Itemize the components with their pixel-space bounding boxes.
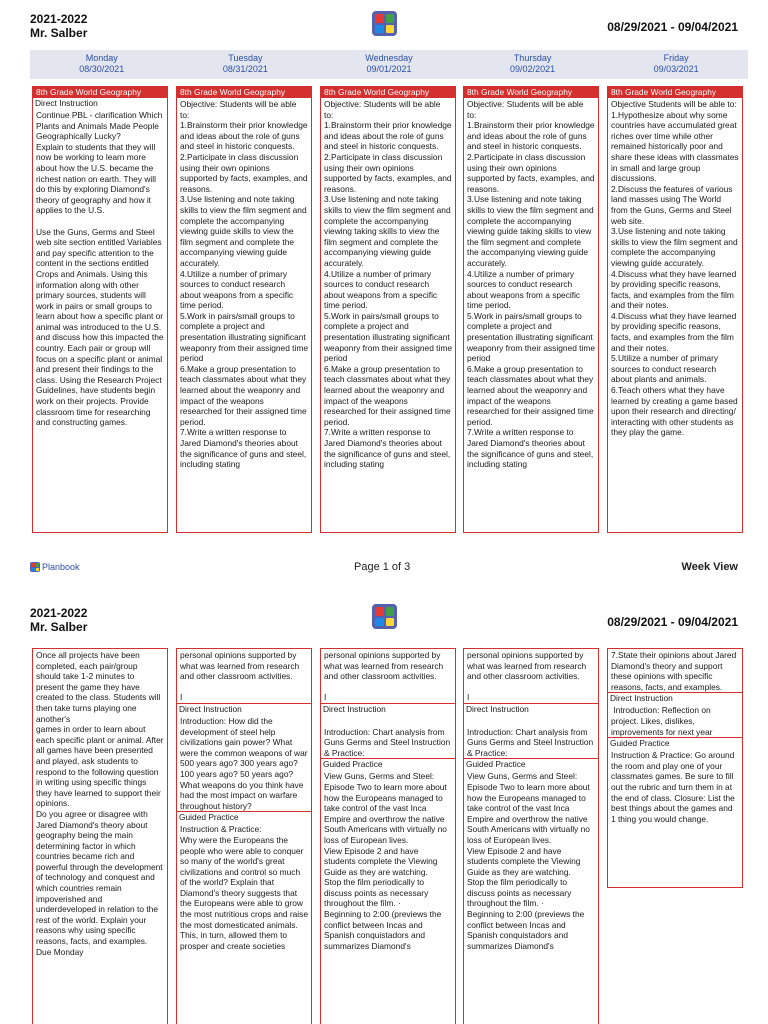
section-guided-practice: Guided Practice: [177, 811, 311, 823]
lesson-text: Instruction & Practice: Why were the Europeans the people who were able to conquer so many of the world's great civilizations and control so much of the world? Explain that Diamond's theory suggests that the Europeans were able to grow the most nutritious crops and raise the most domesticated animals. This, in turn, allowed them to prosper and create societies: [180, 824, 309, 951]
page-footer: [0, 560, 768, 580]
course-label: 8th Grade World Geography: [464, 87, 598, 98]
planbook-mini-icon: [30, 562, 40, 572]
lesson-text: Introduction: Chart analysis from Guns Germs and Steel Instruction & Practice:: [467, 726, 594, 758]
lesson-tuesday-cont[interactable]: [176, 648, 312, 1024]
planbook-logo-icon: [372, 604, 397, 629]
section-guided-practice: Guided Practice: [608, 737, 742, 749]
lesson-wednesday[interactable]: [320, 86, 456, 533]
lesson-text: Objective: Students will be able to: 1.Brainstorm their prior knowledge and ideas about the role of guns and steel in historic conquests. 2.Participate in class discussion using their own opinions supported by facts, examples, and reasons. 3.Use listening and note taking skills to view the film segment and complete the accompanying viewing taking skills to view the film segment and complete the accompanying viewing guide accurately. 4.Utilize a number of primary sources to conduct research about weapons from a specific time period. 5.Work in pairs/small groups to complete a project and presentation illustrating significant weaponry from their assigned time period 6.Make a group presentation to teach classmates about what they learned about the weaponry and impact of the weapons researched for their assigned time period. 7.Write a written response to Jared Diamond's theories about the significance of guns and steel, including stating: [324, 99, 453, 470]
lesson-wednesday-cont[interactable]: [320, 648, 456, 1024]
lesson-thursday-cont[interactable]: [463, 648, 599, 1024]
lesson-text: personal opinions supported by what was learned from research and other classroom activities. I: [180, 650, 300, 703]
planbook-brand[interactable]: [30, 562, 80, 572]
lesson-thursday[interactable]: [463, 86, 599, 533]
section-direct-instruction: Direct Instruction: [321, 703, 455, 715]
lesson-text: View Guns, Germs and Steel: Episode Two to learn more about how the Europeans managed to take control of the vast Inca Empire and overthrow the native South Americans with virtually no loss of European lives. View Episode 2 and have students complete the Viewing Guide as they are watching. Stop the film periodically to discuss points as necessary throughout the film. · Beginning to 2:00 (previews the conflict between Incas and Spanish conquistadors and summarizes Diamond's: [324, 771, 447, 951]
planbook-brand-label: Planbook: [42, 562, 80, 572]
lesson-text: Instruction & Practice: Go around the room and play one of your classmates games. Be sure to fill out the rubric and turn them in at the end of class. Closure: List the best things about the games and 1 thing you would change.: [611, 750, 738, 824]
section-guided-practice: Guided Practice: [464, 758, 598, 770]
course-label: 8th Grade World Geography: [321, 87, 455, 98]
lesson-text: Introduction: How did the development of steel help civilizations gain power? What were the common weapons of war 500 years ago? 300 years ago? 100 years ago? 50 years ago? What weapons do you think have had the most impact on warfare throughout history?: [180, 715, 310, 811]
lesson-monday[interactable]: [32, 86, 168, 533]
lesson-text: View Guns, Germs and Steel: Episode Two to learn more about how the Europeans managed to take control of the vast Inca Empire and overthrow the native South Americans with virtually no loss of European lives. View Episode 2 and have students complete the Viewing Guide as they are watching. Stop the film periodically to discuss points as necessary throughout the film. · Beginning to 2:00 (previews the conflict between Incas and Spanish conquistadors and summarizes Diamond's: [467, 771, 590, 951]
day-header-row: [30, 50, 748, 79]
course-label: 8th Grade World Geography: [608, 87, 742, 98]
page-1-header: [0, 0, 768, 50]
date-range: 08/29/2021 - 09/04/2021: [607, 20, 738, 34]
lesson-text: Continue PBL - clarification Which Plants and Animals Made People Geographically Lucky? Explain to students that they will now be working to learn more about how the U.S. became the richest nation on earth. They will do this by exploring Diamond's theory of geography and how it applies to the U.S. Use the Guns, Germs and Steel web site section entitled Variables and pay specific attention to the content in the sections entitled Crops and Animals. Using this information along with other primary sources, students will work in pairs or small groups to learn about how a specific plant or animal was introduced to the U.S. and discuss how this impacted the country. Each pair or group will focus on a specific plant or animal and present their findings to the class. Using the Research Project Guidelines, have students begin work on their projects. Provide classroom time for researching and constructing games.: [36, 110, 164, 428]
section-direct-instruction: Direct Instruction: [608, 692, 742, 704]
course-label: 8th Grade World Geography: [33, 87, 167, 98]
section-direct-instruction: Direct Instruction: [177, 703, 311, 715]
lesson-monday-cont[interactable]: [32, 648, 168, 1024]
planbook-logo-icon: [372, 11, 397, 36]
header-info: [30, 606, 87, 634]
lesson-friday[interactable]: [607, 86, 743, 533]
header-info: [30, 12, 87, 40]
page-number: Page 1 of 3: [354, 561, 411, 573]
lesson-text: Introduction: Chart analysis from Guns Germs and Steel Instruction & Practice:: [324, 726, 451, 758]
lesson-text: personal opinions supported by what was learned from research and other classroom activities. I: [324, 650, 444, 703]
day-wednesday: Wednesday 09/01/2021: [365, 53, 413, 74]
teacher-name: Mr. Salber: [30, 26, 88, 40]
lesson-text: Objective Students will be able to: 1.Hypothesize about why some countries have accumulated great riches over time while other remained historically poor and share these ideas with classmates in small and large group discussions. 2.Discuss the features of various land masses using The World from the Guns, Germs and Steel web site. 3.Use listening and note taking skills to view the film segment and complete the accompanying viewing guide accurately. 4.Discuss what they have learned by providing specific reasons, facts, and examples from the film and their notes. 4.Discuss what they have learned by providing specific reasons, facts, and examples from the film and their notes. 5.Utilize a number of primary sources to conduct research about plants and animals. 6.Teach others what they have learned by creating a game based upon their research and directing/ interacting with other students as they play the game.: [611, 99, 739, 438]
week-view-label: Week View: [681, 561, 738, 573]
day-monday: Monday 08/30/2021: [79, 53, 125, 74]
day-tuesday: Tuesday 08/31/2021: [222, 53, 268, 74]
course-label: 8th Grade World Geography: [177, 87, 311, 98]
lesson-text: Once all projects have been completed, each pair/group should take 1-2 minutes to present the game they have created to the class. Students will then take turns playing one another's games in order to learn about each specific plant or animal. After all games have been presented and played, ask students to respond to the following question in writing using specific things they have learned to support their opinions. Do you agree or disagree with Jared Diamond's theory about geography being the main determining factor in which countries became rich and powerful through the development of technology and conquest and which countries remain impoverished and underdeveloped in relation to the rest of the world. Explain your reasons why using specific reasons, facts, and examples. Due Monday: [36, 650, 164, 957]
lesson-friday-cont[interactable]: [607, 648, 743, 888]
day-friday: Friday 09/03/2021: [653, 53, 699, 74]
school-year: 2021-2022: [30, 12, 88, 26]
lesson-text: Objective: Students will be able to: 1.Brainstorm their prior knowledge and ideas about the role of guns and steel in historic conquests. 2.Participate in class discussion using their own opinions supported by facts, examples, and reasons. 3.Use listening and note taking skills to view the film segment and complete the accompanying viewing guide skills to view the film segment and complete the accompanying viewing guide accurately. 4.Utilize a number of primary sources to conduct research about weapons from a specific time period. 5.Work in pairs/small groups to complete a project and presentation illustrating significant weaponry from their assigned time period 6.Make a group presentation to teach classmates about what they learned about the weaponry and impact of the weapons researched for their assigned time period. 7.Write a written response to Jared Diamond's theories about the significance of guns and steel, including stating: [180, 99, 309, 470]
lesson-text: 7.State their opinions about Jared Diamond's theory and support these opinions with specific reasons, facts, and examples.: [611, 650, 739, 692]
lesson-tuesday[interactable]: [176, 86, 312, 533]
page-2-header: [0, 598, 768, 648]
date-range: 08/29/2021 - 09/04/2021: [607, 615, 738, 629]
lesson-text: Introduction: Reflection on project. Likes, dislikes, improvements for next year: [611, 705, 713, 737]
day-thursday: Thursday 09/02/2021: [510, 53, 556, 74]
lesson-text: personal opinions supported by what was learned from research and other classroom activities. I: [467, 650, 587, 703]
teacher-name: Mr. Salber: [30, 620, 88, 634]
section-guided-practice: Guided Practice: [321, 758, 455, 770]
section-direct-instruction: Direct Instruction: [464, 703, 598, 715]
section-title: Direct Instruction: [35, 98, 98, 108]
school-year: 2021-2022: [30, 606, 88, 620]
lesson-text: Objective: Students will be able to: 1.Brainstorm their prior knowledge and ideas about the role of guns and steel in historic conquests. 2.Participate in class discussion using their own opinions supported by facts, examples, and reasons. 3.Use listening and note taking skills to view the film segment and complete the accompanying viewing guide taking skills to view the film segment and complete the accompanying viewing guide accurately. 4.Utilize a number of primary sources to conduct research about weapons from a specific time period. 5.Work in pairs/small groups to complete a project and presentation illustrating significant weaponry from their assigned time period 6.Make a group presentation to teach classmates about what they learned about the weaponry and impact of the weapons researched for their assigned time period. 7.Write a written response to Jared Diamond's theories about the significance of guns and steel, including stating: [467, 99, 596, 470]
